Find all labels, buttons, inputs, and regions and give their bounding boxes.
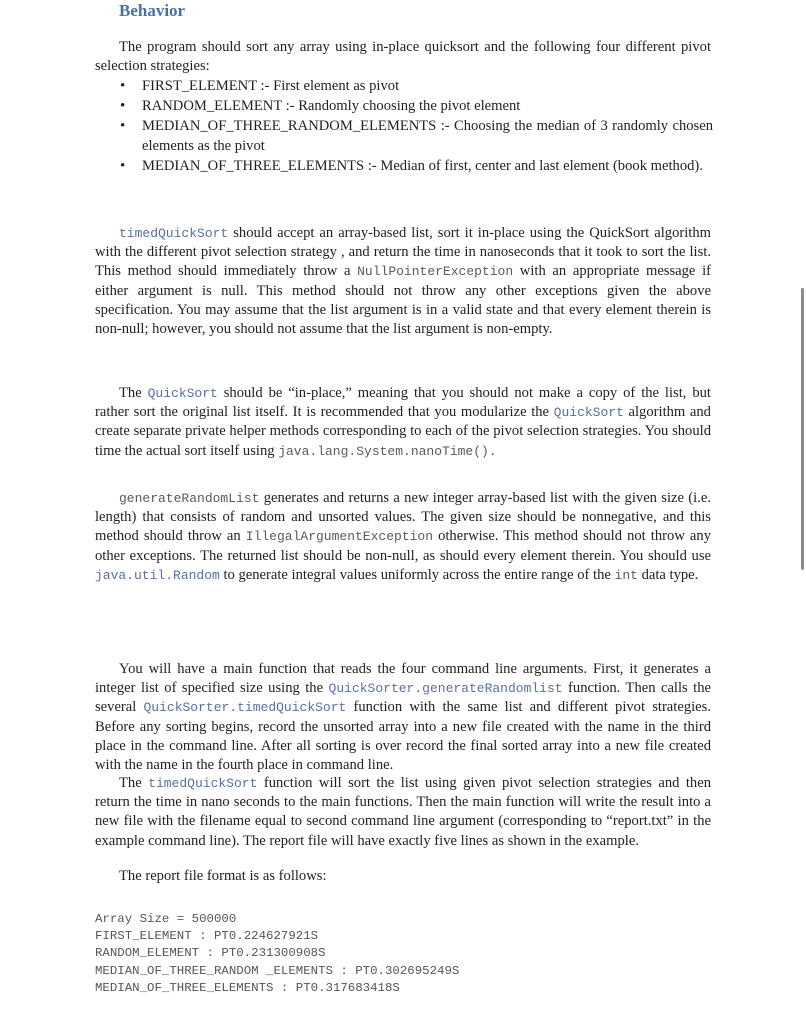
code-illegalargumentexception: IllegalArgumentException — [245, 529, 434, 545]
report-line: RANDOM_ELEMENT : PT0.231300908S — [95, 946, 326, 961]
text: should accept an array-based list, sort it in-place using the QuickSort algorithm with the different pivot selection strategy , and return the time in nanoseconds that it took to sort the list. This method should immediately throw a — [95, 225, 711, 280]
text: to generate integral values uniformly across the entire range of the — [219, 566, 615, 583]
intro-paragraph — [95, 38, 711, 76]
report-description-paragraph — [95, 774, 711, 851]
text: should be “in-place,” meaning that you should not make a copy of the list, but rather sort the original list itself. It is recommended that you modularize the — [95, 385, 711, 421]
main-function-paragraph — [95, 660, 711, 775]
report-line: Array Size = 500000 — [95, 912, 237, 926]
text: function will sort the list using given pivot selection strategies and then return the time in nano seconds to the main functions. Then the main function will write the result into a new file with the filename equal to second command line argument (corresponding to “report.txt” in the example command line). The report file will have exactly five lines as shown in the example. — [95, 775, 712, 849]
code-java-util-random: java.util.Random — [95, 567, 220, 583]
text: You will have a main function that reads the four command line arguments. First, it generates a integer list of specified size using the — [95, 661, 711, 697]
report-format-label: The report file format is as follows: — [119, 868, 327, 884]
text: data type. — [637, 566, 699, 583]
text: The — [119, 385, 148, 401]
strategy-item: • MEDIAN_OF_THREE_ELEMENTS :- Median of first, center and last element (book method). — [117, 156, 713, 176]
timed-quicksort-paragraph — [95, 224, 711, 339]
report-example — [95, 911, 459, 997]
report-line: MEDIAN_OF_THREE_ELEMENTS : PT0.317683418S — [95, 980, 400, 995]
quicksort-inplace-paragraph — [95, 384, 711, 461]
code-timedquicksort: timedQuickSort — [148, 776, 258, 791]
text: otherwise. This method should not throw any other exceptions. The returned list should be non-null, as should every element therein. You should use — [95, 528, 711, 564]
text: function. Then calls the several — [95, 680, 712, 716]
scrollbar[interactable] — [801, 288, 804, 570]
code-generaterandomlist: generateRandomList — [119, 491, 260, 506]
strategy-list — [117, 76, 713, 176]
code-int: int — [614, 567, 638, 583]
code-generaterandomlist-call: QuickSorter.generateRandomlist — [328, 681, 563, 697]
code-nanotime: java.lang.System.nanoTime(). — [278, 443, 497, 459]
code-quicksort: QuickSort — [147, 386, 218, 401]
code-timedquicksort-call: QuickSorter.timedQuickSort — [143, 700, 347, 716]
strategy-item: • RANDOM_ELEMENT :- Randomly choosing the pivot element — [117, 96, 713, 116]
section-heading: Behavior — [119, 1, 186, 20]
report-line: MEDIAN_OF_THREE_RANDOM _ELEMENTS : PT0.302695249S — [95, 963, 460, 978]
report-line: FIRST_ELEMENT : PT0.224627921S — [95, 929, 319, 944]
text: with an appropriate message if either argument is null. This method should not throw any other exceptions given the above specification. You may assume that the list argument is in a valid state and that every element therein is non-null; however, you should not assume that the list argument is non-empty. — [95, 263, 711, 338]
code-timedquicksort: timedQuickSort — [119, 226, 229, 241]
text: The — [119, 775, 149, 791]
intro-text: The program should sort any array using in-place quicksort and the following four different pivot selection strategies: — [95, 39, 711, 75]
text: generates and returns a new integer array-based list with the given size (i.e. length) that consists of random and unsorted values. The given size should be nonnegative, and this method should throw an — [95, 490, 711, 545]
text: algorithm and create separate private helper methods corresponding to each of the pivot selection strategies. You should time the actual sort itself using — [95, 404, 711, 459]
strategy-item: • MEDIAN_OF_THREE_RANDOM_ELEMENTS :- Choosing the median of 3 randomly chosen elements as the pivot — [117, 116, 713, 156]
code-quicksort: QuickSort — [553, 405, 624, 421]
text: function with the same list and different pivot strategies. Before any sorting begins, record the unsorted array into a new file created with the name in the third place in the command line. After all sorting is over record the final sorted array into a new file created with the name in the fourth place in command line. — [95, 699, 711, 774]
code-nullpointerexception: NullPointerException — [357, 264, 514, 280]
generate-random-list-paragraph — [95, 489, 711, 585]
strategy-item: • FIRST_ELEMENT :- First element as pivot — [117, 76, 713, 96]
